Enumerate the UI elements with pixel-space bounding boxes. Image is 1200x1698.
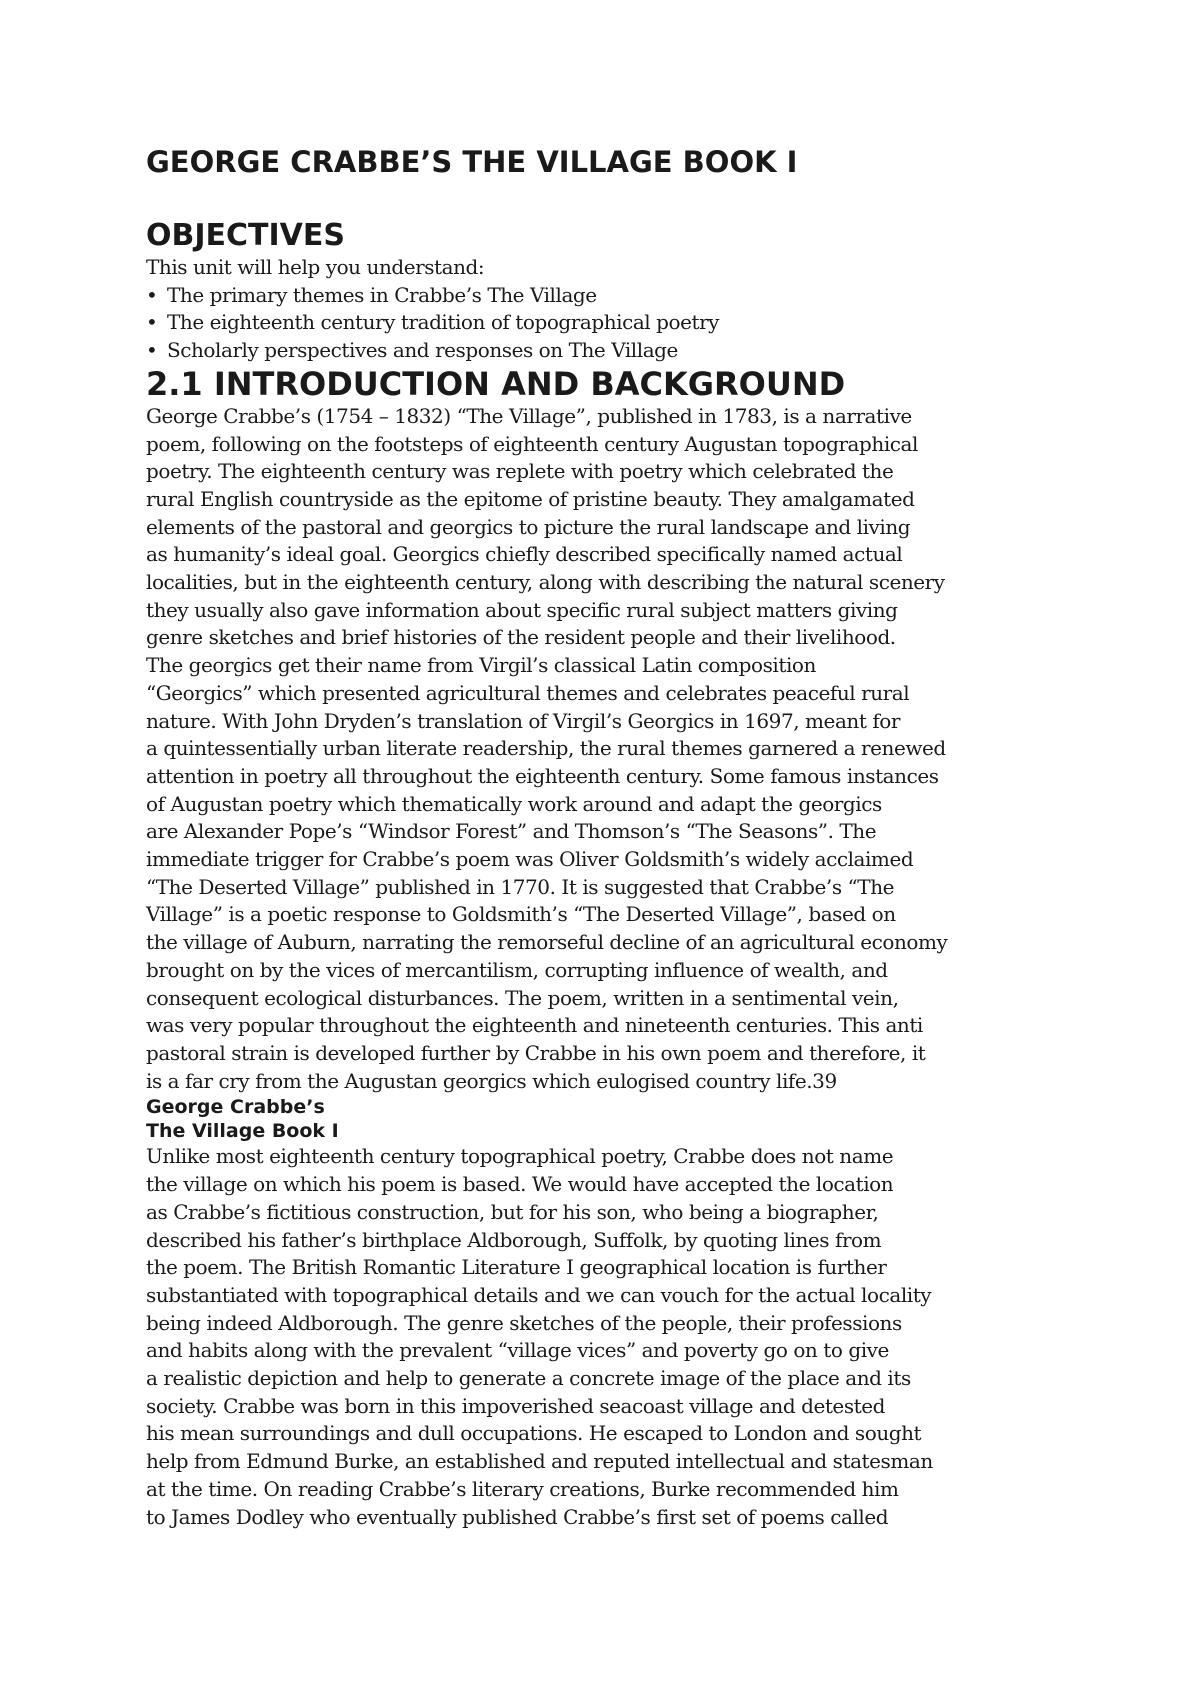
text-line: rural English countryside as the epitome of pristine beauty. They amalgamated [146,486,915,511]
objective-text: The eighteenth century tradition of topographical poetry [167,310,720,335]
bullet-icon: • [146,282,158,307]
objective-text: The primary themes in Crabbe’s The Village [167,282,597,307]
text-line: his mean surroundings and dull occupations. He escaped to London and sought [146,1421,922,1446]
paragraph-location [146,1143,1046,1531]
text-line: help from Edmund Burke, an established and reputed intellectual and statesman [146,1449,933,1474]
text-line: genre sketches and brief histories of the resident people and their livelihood. [146,625,896,650]
text-line: Village” is a poetic response to Goldsmith’s “The Deserted Village”, based on [146,902,896,927]
objective-item [146,282,1046,310]
text-line: localities, but in the eighteenth century, along with describing the natural scenery [146,570,945,595]
section-heading: 2.1 INTRODUCTION AND BACKGROUND [146,364,846,403]
text-line: the poem. The British Romantic Literature I geographical location is further [146,1255,887,1280]
bullet-icon: • [146,310,158,335]
text-line: as Crabbe’s fictitious construction, but for his son, who being a biographer, [146,1199,879,1224]
text-line: the village on which his poem is based. We would have accepted the location [146,1172,894,1197]
text-line: of Augustan poetry which thematically work around and adapt the georgics [146,791,882,816]
document-content [146,144,1046,1531]
text-line: substantiated with topographical details and we can vouch for the actual locality [146,1282,932,1307]
paragraph-introduction [146,403,1046,1096]
text-line: attention in poetry all throughout the eighteenth century. Some famous instances [146,763,939,788]
text-line: to James Dodley who eventually published Crabbe’s first set of poems called [146,1504,889,1529]
bullet-icon: • [146,338,158,363]
text-line: being indeed Aldborough. The genre sketches of the people, their professions [146,1310,902,1335]
objectives-list [146,282,1046,365]
running-header-title: The Village Book I [146,1120,339,1143]
text-line: are Alexander Pope’s “Windsor Forest” and Thomson’s “The Seasons”. The [146,819,877,844]
text-line: was very popular throughout the eighteenth and nineteenth centuries. This anti [146,1013,923,1038]
text-line: a quintessentially urban literate readership, the rural themes garnered a renewed [146,736,946,761]
text-line: at the time. On reading Crabbe’s literary creations, Burke recommended him [146,1476,899,1501]
text-line: pastoral strain is developed further by Crabbe in his own poem and therefore, it [146,1040,926,1065]
objective-text: Scholarly perspectives and responses on The Village [167,338,678,363]
text-line: and habits along with the prevalent “village vices” and poverty go on to give [146,1338,889,1363]
running-header-author: George Crabbe’s [146,1096,325,1119]
text-line: “Georgics” which presented agricultural themes and celebrates peaceful rural [146,680,910,705]
text-line: George Crabbe’s (1754 – 1832) “The Village”, published in 1783, is a narrative [146,403,912,428]
text-line: brought on by the vices of mercantilism, corrupting influence of wealth, and [146,957,888,982]
text-line: “The Deserted Village” published in 1770. It is suggested that Crabbe’s “The [146,874,895,899]
objective-item [146,309,1046,337]
text-line: poetry. The eighteenth century was replete with poetry which celebrated the [146,459,894,484]
text-line: elements of the pastoral and georgics to picture the rural landscape and living [146,514,911,539]
text-line: consequent ecological disturbances. The poem, written in a sentimental vein, [146,985,899,1010]
text-line: society. Crabbe was born in this impoverished seacoast village and detested [146,1393,885,1418]
text-line: the village of Auburn, narrating the remorseful decline of an agricultural economy [146,930,948,955]
text-line: Unlike most eighteenth century topographical poetry, Crabbe does not name [146,1144,894,1169]
objectives-intro: This unit will help you understand: [146,255,485,279]
text-line: a realistic depiction and help to generate a concrete image of the place and its [146,1366,911,1391]
objectives-heading: OBJECTIVES [146,218,345,253]
text-line: described his father’s birthplace Aldborough, Suffolk, by quoting lines from [146,1227,882,1252]
document-title: GEORGE CRABBE’S THE VILLAGE BOOK I [146,145,798,179]
objective-item [146,337,1046,365]
text-line: is a far cry from the Augustan georgics which eulogised country life.39 [146,1068,837,1093]
text-line: nature. With John Dryden’s translation of Virgil’s Georgics in 1697, meant for [146,708,900,733]
text-line: immediate trigger for Crabbe’s poem was Oliver Goldsmith’s widely acclaimed [146,847,914,872]
text-line: The georgics get their name from Virgil’s classical Latin composition [146,653,816,678]
text-line: as humanity’s ideal goal. Georgics chiefly described specifically named actual [146,542,903,567]
text-line: poem, following on the footsteps of eighteenth century Augustan topographical [146,431,918,456]
text-line: they usually also gave information about specific rural subject matters giving [146,597,898,622]
